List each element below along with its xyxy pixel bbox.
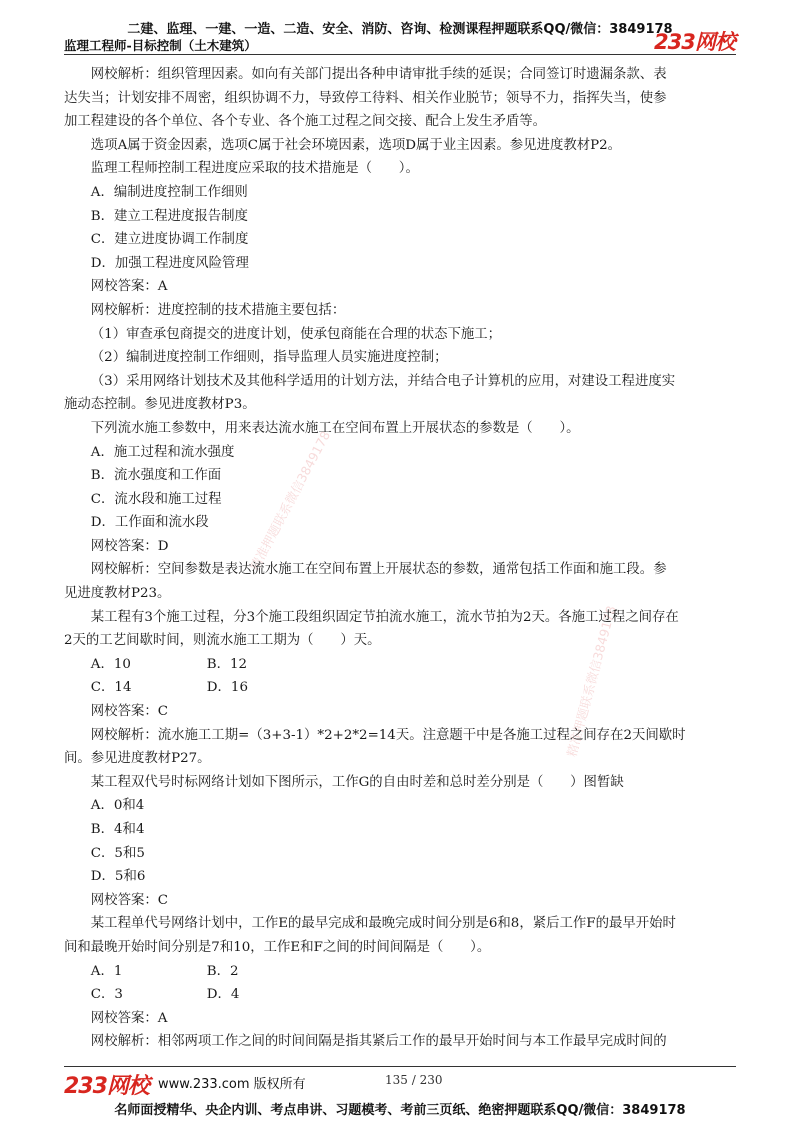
paragraph: 见进度教材P23。	[64, 586, 171, 602]
answer: 网校答案：C	[90, 704, 168, 720]
option: D．4	[206, 987, 240, 1003]
footer-url[interactable]: www.233.com 版权所有	[158, 1077, 306, 1092]
question: 某工程有3个施工过程，分3个施工段组织固定节拍流水施工，流水节拍为2天。各施工过程之间存在	[90, 609, 679, 625]
question: 某工程单代号网络计划中，工作E的最早完成和最晚完成时间分别是6和8，紧后工作F的最早开始时	[90, 916, 676, 932]
option: D．5和6	[90, 869, 146, 885]
footer-rule	[64, 1066, 736, 1067]
analysis: 网校解析：相邻两项工作之间的时间间隔是指其紧后工作的最早开始时间与本工作最早完成时间的	[90, 1034, 667, 1050]
option: B．12	[206, 656, 248, 672]
footer-logo: 233网校	[64, 1074, 149, 1099]
paragraph: 间。参见进度教材P27。	[64, 751, 211, 767]
option: B．流水强度和工作面	[90, 468, 222, 484]
option-row	[64, 653, 740, 677]
answer: 网校答案：A	[90, 279, 168, 295]
question: 某工程双代号时标网络计划如下图所示，工作G的自由时差和总时差分别是（ ）图暂缺	[90, 774, 624, 790]
analysis-item: （3）采用网络计划技术及其他科学适用的计划方法，并结合电子计算机的应用，对建设工程进度实	[90, 373, 676, 389]
option: C．3	[90, 987, 123, 1003]
option: C．5和5	[90, 845, 145, 861]
footer-promo: 名师面授精华、央企内训、考点串讲、习题模考、考前三页纸、绝密押题联系QQ/微信：3849178	[114, 1103, 686, 1118]
option-row	[64, 960, 740, 984]
header-promo: 二建、监理、一建、一造、二造、安全、消防、咨询、检测课程押题联系QQ/微信：3849178	[127, 22, 673, 37]
paragraph: 2天的工艺间歇时间，则流水施工工期为（ ）天。	[64, 633, 381, 649]
watermark: 精准押题联系微信3849178	[246, 428, 334, 573]
paragraph: 达失当；计划安排不周密，组织协调不力，导致停工待料、相关作业脱节；领导不力，指挥失当，使参	[64, 90, 667, 106]
option: C．14	[90, 680, 132, 696]
brand-logo: 233网校	[654, 30, 735, 54]
paragraph: 加工程建设的各个单位、各个专业、各个施工过程之间交接、配合上发生矛盾等。	[64, 114, 547, 130]
option: D．工作面和流水段	[90, 515, 209, 531]
option: B．2	[206, 963, 239, 979]
option: D．16	[206, 680, 248, 696]
analysis: 网校解析：空间参数是表达流水施工在空间布置上开展状态的参数，通常包括工作面和施工段。参	[90, 562, 667, 578]
option: D．加强工程进度风险管理	[90, 255, 249, 271]
option-row	[64, 983, 740, 1007]
paragraph: 选项A属于资金因素，选项C属于社会环境因素，选项D属于业主因素。参见进度教材P2。	[90, 137, 622, 153]
paragraph: 网校解析：组织管理因素。如向有关部门提出各种申请审批手续的延误；合同签订时遗漏条款、表	[90, 67, 667, 82]
option: B．4和4	[90, 822, 145, 837]
header-rule	[64, 54, 736, 55]
page-number: 135 / 230	[385, 1073, 443, 1087]
option: A．1	[90, 963, 123, 979]
question: 监理工程师控制工程进度应采取的技术措施是（ ）。	[90, 161, 419, 177]
analysis: 网校解析：进度控制的技术措施主要包括：	[90, 302, 346, 318]
analysis: 网校解析：流水施工工期=（3+3-1）*2+2*2=14天。注意题干中是各施工过程之间存在2天间歇时	[90, 727, 686, 743]
watermark: 精准押题联系微信3849178	[563, 604, 619, 759]
option-row	[64, 676, 740, 700]
page-content	[64, 63, 740, 1054]
answer: 网校答案：D	[90, 538, 169, 554]
paragraph: 施动态控制。参见进度教材P3。	[64, 397, 256, 413]
option: A．0和4	[90, 798, 145, 814]
analysis-item: （2）编制进度控制工作细则，指导监理人员实施进度控制；	[90, 350, 448, 366]
answer: 网校答案：A	[90, 1010, 168, 1026]
header-subtitle: 监理工程师-目标控制（土木建筑）	[64, 38, 257, 53]
option: C．流水段和施工过程	[90, 491, 222, 507]
option: A．10	[90, 656, 131, 672]
option: B．建立工程进度报告制度	[90, 208, 248, 224]
analysis-item: （1）审查承包商提交的进度计划，使承包商能在合理的状态下施工；	[90, 326, 502, 342]
question: 下列流水施工参数中，用来表达流水施工在空间布置上开展状态的参数是（ ）。	[90, 420, 580, 436]
option: A．施工过程和流水强度	[90, 444, 235, 460]
paragraph: 间和最晚开始时间分别是7和10，工作E和F之间的时间间隔是（ ）。	[64, 939, 491, 955]
option: C．建立进度协调工作制度	[90, 232, 249, 248]
option: A．编制进度控制工作细则	[90, 184, 248, 200]
answer: 网校答案：C	[90, 892, 168, 908]
